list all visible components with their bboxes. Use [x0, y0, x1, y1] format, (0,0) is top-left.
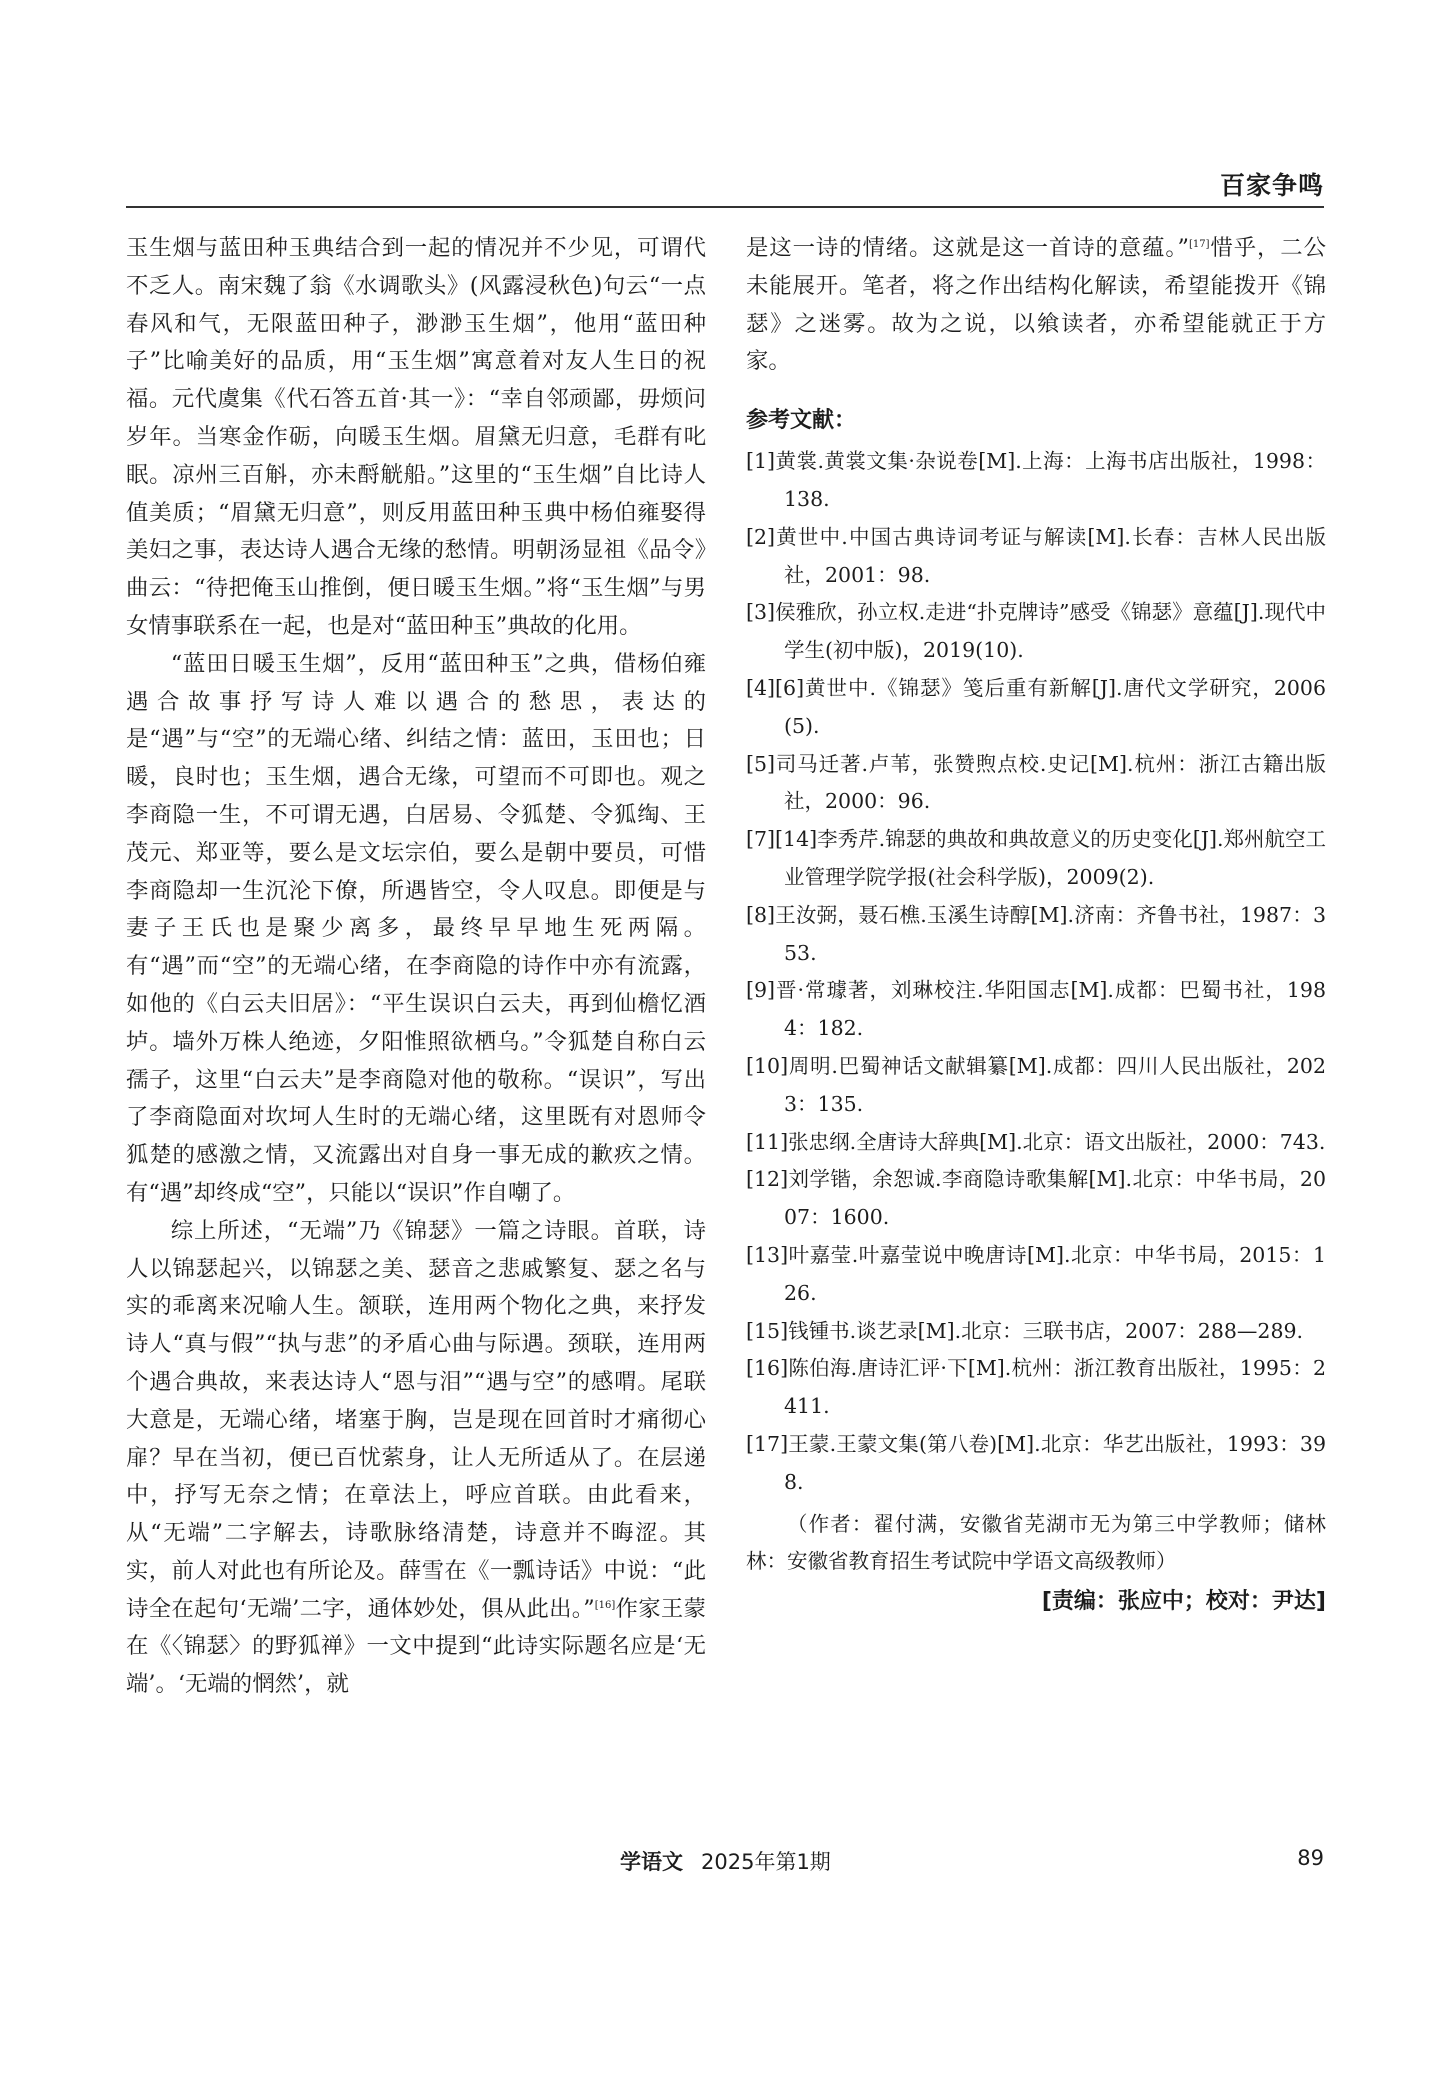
- reference-item: [16]陈伯海.唐诗汇评·下[M].杭州：浙江教育出版社，1995：2411.: [746, 1356, 1326, 1419]
- references-title: 参考文献：: [746, 408, 857, 434]
- references-list: [746, 443, 1326, 1501]
- reference-item: [17]王蒙.王蒙文集(第八卷)[M].北京：华艺出版社，1993：398.: [746, 1431, 1326, 1494]
- continued-rest: 惜乎，二公未能展开。笔者，将之作出结构化解读，希望能拨开《锦瑟》之迷雾。故为之说，以飨读者，亦希望能就正于方家。: [746, 235, 1327, 375]
- reference-item: [13]叶嘉莹.叶嘉莹说中晚唐诗[M].北京：中华书局，2015：126.: [746, 1242, 1326, 1305]
- author-note: （作者：翟付满，安徽省芜湖市无为第三中学教师；储林林：安徽省教育招生考试院中学语文高级教师）: [746, 1511, 1326, 1574]
- paragraph-3-text: 综上所述，“无端”乃《锦瑟》一篇之诗眼。首联，诗人以锦瑟起兴，以锦瑟之美、瑟音之悲戚繁复、瑟之名与实的乖离来况喻人生。颔联，连用两个物化之典，来抒发诗人“真与假”“执与悲”的矛盾心曲与际遇。颈联，连用两个遇合典故，来表达诗人“恩与泪”“遇与空”的感喟。尾联大意是，无端心绪，堵塞于胸，岂是现在回首时才痛彻心扉？早在当初，便已百忧萦身，让人无所适从了。在层递中，抒写无奈之情；在章法上，呼应首联。由此看来，从“无端”二字解去，诗歌脉络清楚，诗意并不晦涩。其实，前人对此也有所论及。薛雪在《一瓢诗话》中说：“此诗全在起句‘无端’二字，通体妙处，俱从此出。”: [126, 1217, 706, 1622]
- paragraph-3-tail: 作家王蒙在《〈锦瑟〉的野狐禅》一文中提到“此诗实际题名应是‘无端’。‘无端的惘然’，就: [126, 1595, 706, 1698]
- footer-journal: [620, 1846, 831, 1876]
- body-paragraph-continued: [746, 230, 1326, 381]
- reference-item: [10]周明.巴蜀神话文献辑纂[M].成都：四川人民出版社，2023：135.: [746, 1053, 1326, 1116]
- editor-note: [责编：张应中；校对：尹达]: [1041, 1589, 1326, 1615]
- reference-item: [7][14]李秀芹.锦瑟的典故和典故意义的历史变化[J].郑州航空工业管理学院学报(社会科学版)，2009(2).: [746, 827, 1326, 889]
- reference-item: [1]黄裳.黄裳文集·杂说卷[M].上海：上海书店出版社，1998：138.: [746, 449, 1326, 511]
- body-paragraph-3: [126, 1213, 706, 1704]
- reference-item: [11]张忠纲.全唐诗大辞典[M].北京：语文出版社，2000：743.: [746, 1129, 1326, 1154]
- body-paragraph-2: “蓝田日暖玉生烟”，反用“蓝田种玉”之典，借杨伯雍遇合故事抒写诗人难以遇合的愁思，表达的是“遇”与“空”的无端心绪、纠结之情：蓝田，玉田也；日暖，良时也；玉生烟，遇合无缘，可望而不可即也。观之李商隐一生，不可谓无遇，白居易、令狐楚、令狐绹、王茂元、郑亚等，要么是文坛宗伯，要么是朝中要员，可惜李商隐却一生沉沦下僚，所遇皆空，令人叹息。即便是与妻子王氏也是聚少离多，最终早早地生死两隔。有“遇”而“空”的无端心绪，在李商隐的诗作中亦有流露，如他的《白云夫旧居》：“平生误识白云夫，再到仙檐忆酒垆。墙外万株人绝迹，夕阳惟照欲栖乌。”令狐楚自称白云孺子，这里“白云夫”是李商隐对他的敬称。“误识”，写出了李商隐面对坎坷人生时的无端心绪，这里既有对恩师令狐楚的感激之情，又流露出对自身一事无成的歉疚之情。有“遇”却终成“空”，只能以“误识”作自嘲了。: [126, 650, 706, 1206]
- reference-item: [15]钱锺书.谈艺录[M].北京：三联书店，2007：288—289.: [746, 1318, 1304, 1343]
- reference-item: [8]王汝弼，聂石樵.玉溪生诗醇[M].济南：齐鲁书社，1987：353.: [746, 902, 1326, 965]
- citation-16: [16]: [594, 1599, 616, 1611]
- header-rule: [126, 206, 1324, 208]
- reference-item: [12]刘学锴，余恕诚.李商隐诗歌集解[M].北京：中华书局，2007：1600.: [746, 1167, 1326, 1230]
- reference-item: [3]侯雅欣，孙立权.走进“扑克牌诗”感受《锦瑟》意蕴[J].现代中学生(初中版)，2019(10).: [746, 600, 1326, 663]
- journal-name: 学语文: [620, 1849, 683, 1874]
- reference-item: [2]黄世中.中国古典诗词考证与解读[M].长春：吉林人民出版社，2001：98.: [746, 524, 1326, 587]
- page-number: 89: [1297, 1846, 1324, 1870]
- continued-text: 是这一诗的情绪。这就是这一首诗的意蕴。”: [746, 235, 1189, 261]
- reference-item: [5]司马迁著.卢苇，张赞煦点校.史记[M].杭州：浙江古籍出版社，2000：96.: [746, 751, 1326, 814]
- body-paragraph-1: 玉生烟与蓝田种玉典结合到一起的情况并不少见，可谓代不乏人。南宋魏了翁《水调歌头》(风露浸秋色)句云“一点春风和气，无限蓝田种子，渺渺玉生烟”，他用“蓝田种子”比喻美好的品质，用“玉生烟”寓意着对友人生日的祝福。元代虞集《代石答五首·其一》：“幸自邻顽鄙，毋烦问岁年。当寒金作砺，向暖玉生烟。眉黛无归意，毛群有叱眠。凉州三百斛，亦未酹觥船。”这里的“玉生烟”自比诗人值美质；“眉黛无归意”，则反用蓝田种玉典中杨伯雍娶得美妇之事，表达诗人遇合无缘的愁情。明朝汤显祖《品令》曲云：“待把俺玉山推倒，便日暖玉生烟。”将“玉生烟”与男女情事联系在一起，也是对“蓝田种玉”典故的化用。: [126, 235, 706, 639]
- section-title: 百家争鸣: [1219, 171, 1324, 200]
- reference-item: [9]晋·常璩著，刘琳校注.华阳国志[M].成都：巴蜀书社，1984：182.: [746, 978, 1326, 1041]
- reference-item: [4][6]黄世中.《锦瑟》笺后重有新解[J].唐代文学研究，2006(5).: [746, 675, 1326, 738]
- left-column: [126, 230, 706, 1704]
- right-column: [746, 230, 1326, 1621]
- journal-issue: 2025年第1期: [701, 1850, 831, 1874]
- citation-17: [17]: [1188, 239, 1210, 250]
